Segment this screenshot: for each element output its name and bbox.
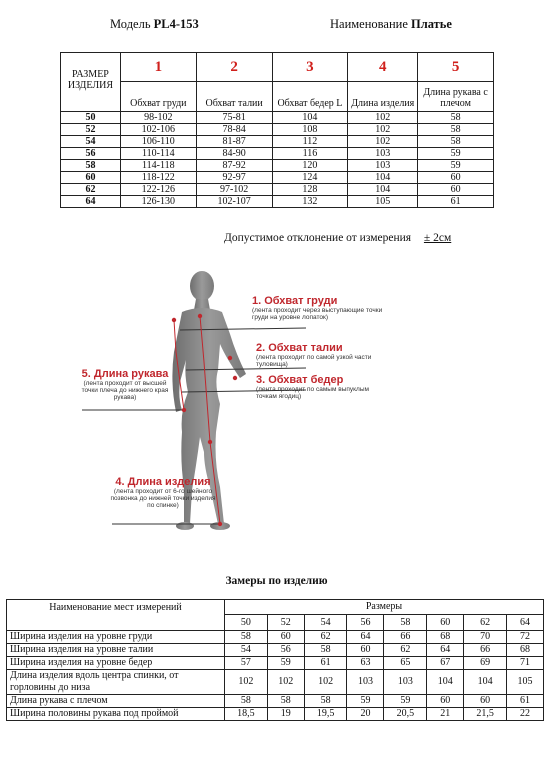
measures-value-cell: 59 — [347, 695, 384, 708]
size-value-cell: 104 — [272, 112, 348, 124]
measures-value-cell: 64 — [427, 644, 464, 657]
measures-value-cell: 57 — [225, 657, 268, 670]
measures-size-cell: 60 — [427, 615, 464, 631]
measures-value-cell: 20 — [347, 708, 384, 721]
size-value-cell: 112 — [272, 136, 348, 148]
measures-size-cell: 62 — [464, 615, 507, 631]
label-length-desc: (лента проходит от 6-го шейного позвонка до нижней точки изделия по спинке) — [110, 488, 216, 509]
size-value-cell: 103 — [348, 148, 418, 160]
size-value-cell: 58 — [418, 136, 494, 148]
label-bust — [252, 295, 392, 321]
measures-row-name: Длина рукава с плечом — [7, 695, 225, 708]
size-value-cell: 126-130 — [120, 196, 196, 208]
measures-value-cell: 58 — [225, 695, 268, 708]
col-number-4: 4 — [348, 53, 418, 82]
measures-title: Замеры по изделию — [225, 575, 328, 587]
model-label: Модель — [110, 17, 151, 31]
size-value-cell: 128 — [272, 184, 348, 196]
label-sleeve — [76, 368, 174, 401]
label-bust-desc: (лента проходит через выступающие точки груди на уровне лопаток) — [252, 307, 383, 321]
measures-row — [7, 631, 544, 644]
size-value-cell: 102 — [348, 136, 418, 148]
measures-value-cell: 103 — [384, 670, 427, 695]
measurement-figure — [70, 262, 390, 567]
measures-value-cell: 56 — [267, 644, 304, 657]
measures-name-header: Наименование мест измерений — [7, 600, 225, 631]
measures-value-cell: 70 — [464, 631, 507, 644]
measures-size-cell: 64 — [506, 615, 543, 631]
size-value-cell: 105 — [348, 196, 418, 208]
measures-value-cell: 65 — [384, 657, 427, 670]
measures-value-cell: 104 — [427, 670, 464, 695]
measures-size-cell: 52 — [267, 615, 304, 631]
measures-value-cell: 71 — [506, 657, 543, 670]
size-value-cell: 120 — [272, 160, 348, 172]
size-row — [61, 124, 494, 136]
measures-value-cell: 104 — [464, 670, 507, 695]
size-row — [61, 196, 494, 208]
size-cell: 60 — [61, 172, 121, 184]
measures-row — [7, 657, 544, 670]
label-waist-desc: (лента проходит по самой узкой части туловища) — [256, 354, 372, 368]
size-value-cell: 102-106 — [120, 124, 196, 136]
measures-row-name: Ширина половины рукава под проймой — [7, 708, 225, 721]
label-hips-title: 3. Обхват бедер — [256, 374, 344, 386]
measures-value-cell: 19,5 — [304, 708, 347, 721]
size-value-cell: 87-92 — [196, 160, 272, 172]
name-line — [330, 17, 452, 32]
size-value-cell: 98-102 — [120, 112, 196, 124]
size-cell: 56 — [61, 148, 121, 160]
tolerance-text: Допустимое отклонение от измерения — [224, 232, 412, 244]
size-cell: 50 — [61, 112, 121, 124]
col-number-3: 3 — [272, 53, 348, 82]
size-row — [61, 184, 494, 196]
model-line — [110, 17, 199, 32]
size-cell: 54 — [61, 136, 121, 148]
col-header-waist: Обхват талии — [196, 82, 272, 112]
size-value-cell: 104 — [348, 184, 418, 196]
size-value-cell: 116 — [272, 148, 348, 160]
size-row — [61, 148, 494, 160]
size-cell: 52 — [61, 124, 121, 136]
measures-row-name: Ширина изделия на уровне бедер — [7, 657, 225, 670]
measures-size-cell: 50 — [225, 615, 268, 631]
tolerance-value: ± 2см — [423, 232, 452, 244]
name-label: Наименование — [330, 17, 408, 31]
measures-row — [7, 695, 544, 708]
size-value-cell: 132 — [272, 196, 348, 208]
measures-value-cell: 63 — [347, 657, 384, 670]
measures-value-cell: 21,5 — [464, 708, 507, 721]
measures-value-cell: 62 — [304, 631, 347, 644]
measures-value-cell: 59 — [384, 695, 427, 708]
measures-row — [7, 670, 544, 695]
measures-value-cell: 61 — [304, 657, 347, 670]
measures-size-cell: 58 — [384, 615, 427, 631]
size-value-cell: 97-102 — [196, 184, 272, 196]
measures-value-cell: 102 — [304, 670, 347, 695]
measures-value-cell: 60 — [427, 695, 464, 708]
size-value-cell: 103 — [348, 160, 418, 172]
label-bust-title: 1. Обхват груди — [252, 295, 338, 307]
measures-sizes-header: Размеры — [225, 600, 544, 615]
measures-value-cell: 19 — [267, 708, 304, 721]
label-hips — [256, 374, 386, 400]
label-waist — [256, 342, 386, 368]
label-length — [110, 476, 216, 509]
size-cell: 62 — [61, 184, 121, 196]
measures-value-cell: 20,5 — [384, 708, 427, 721]
measures-value-cell: 22 — [506, 708, 543, 721]
col-number-2: 2 — [196, 53, 272, 82]
col-number-5: 5 — [418, 53, 494, 82]
measures-value-cell: 58 — [304, 644, 347, 657]
measures-value-cell: 18,5 — [225, 708, 268, 721]
measures-table — [6, 599, 544, 721]
measures-row-name: Длина изделия вдоль центра спинки, от горловины до низа — [7, 670, 225, 695]
measures-value-cell: 60 — [267, 631, 304, 644]
measures-row — [7, 644, 544, 657]
size-value-cell: 60 — [418, 184, 494, 196]
size-row — [61, 172, 494, 184]
model-value: PL4-153 — [153, 17, 199, 31]
measures-value-cell: 62 — [384, 644, 427, 657]
size-value-cell: 118-122 — [120, 172, 196, 184]
size-value-cell: 110-114 — [120, 148, 196, 160]
size-value-cell: 102 — [348, 112, 418, 124]
measures-size-cell: 54 — [304, 615, 347, 631]
size-value-cell: 124 — [272, 172, 348, 184]
size-value-cell: 59 — [418, 148, 494, 160]
measures-value-cell: 58 — [225, 631, 268, 644]
size-value-cell: 78-84 — [196, 124, 272, 136]
size-row — [61, 160, 494, 172]
measures-value-cell: 21 — [427, 708, 464, 721]
measures-value-cell: 72 — [506, 631, 543, 644]
size-row — [61, 136, 494, 148]
measures-value-cell: 66 — [464, 644, 507, 657]
measures-row-name: Ширина изделия на уровне груди — [7, 631, 225, 644]
size-value-cell: 58 — [418, 112, 494, 124]
label-sleeve-title: 5. Длина рукава — [81, 368, 169, 380]
label-hips-desc: (лента проходит по самым выпуклым точкам ягодиц) — [256, 386, 369, 400]
size-header: РАЗМЕР ИЗДЕЛИЯ — [61, 53, 121, 112]
size-value-cell: 81-87 — [196, 136, 272, 148]
label-sleeve-desc: (лента проходит от высшей точки плеча до нижнего края рукава) — [81, 380, 169, 401]
measures-value-cell: 102 — [267, 670, 304, 695]
size-row — [61, 112, 494, 124]
label-length-title: 4. Длина изделия — [115, 476, 211, 488]
measures-value-cell: 66 — [384, 631, 427, 644]
measures-value-cell: 64 — [347, 631, 384, 644]
size-value-cell: 58 — [418, 124, 494, 136]
size-value-cell: 59 — [418, 160, 494, 172]
measures-value-cell: 58 — [304, 695, 347, 708]
size-cell: 58 — [61, 160, 121, 172]
size-cell: 64 — [61, 196, 121, 208]
size-value-cell: 102-107 — [196, 196, 272, 208]
measures-value-cell: 103 — [347, 670, 384, 695]
size-value-cell: 104 — [348, 172, 418, 184]
size-value-cell: 102 — [348, 124, 418, 136]
measures-value-cell: 60 — [347, 644, 384, 657]
size-value-cell: 84-90 — [196, 148, 272, 160]
col-header-hips: Обхват бедер L — [272, 82, 348, 112]
measures-value-cell: 67 — [427, 657, 464, 670]
measures-value-cell: 105 — [506, 670, 543, 695]
measures-value-cell: 68 — [427, 631, 464, 644]
col-number-1: 1 — [120, 53, 196, 82]
col-header-sleeve: Длина рукава с плечом — [418, 82, 494, 112]
size-value-cell: 106-110 — [120, 136, 196, 148]
measures-value-cell: 59 — [267, 657, 304, 670]
measures-value-cell: 61 — [506, 695, 543, 708]
tolerance-note — [224, 232, 451, 244]
label-waist-title: 2. Обхват талии — [256, 342, 343, 354]
measures-value-cell: 68 — [506, 644, 543, 657]
size-value-cell: 75-81 — [196, 112, 272, 124]
name-value: Платье — [411, 17, 452, 31]
size-value-cell: 114-118 — [120, 160, 196, 172]
col-header-bust: Обхват груди — [120, 82, 196, 112]
measures-value-cell: 102 — [225, 670, 268, 695]
size-value-cell: 122-126 — [120, 184, 196, 196]
measures-value-cell: 60 — [464, 695, 507, 708]
size-value-cell: 92-97 — [196, 172, 272, 184]
measures-value-cell: 54 — [225, 644, 268, 657]
measures-size-cell: 56 — [347, 615, 384, 631]
col-header-length: Длина изделия — [348, 82, 418, 112]
measures-row-name: Ширина изделия на уровне талии — [7, 644, 225, 657]
size-value-cell: 60 — [418, 172, 494, 184]
measures-value-cell: 58 — [267, 695, 304, 708]
measures-value-cell: 69 — [464, 657, 507, 670]
size-value-cell: 61 — [418, 196, 494, 208]
size-value-cell: 108 — [272, 124, 348, 136]
size-table — [60, 52, 494, 208]
measures-row — [7, 708, 544, 721]
